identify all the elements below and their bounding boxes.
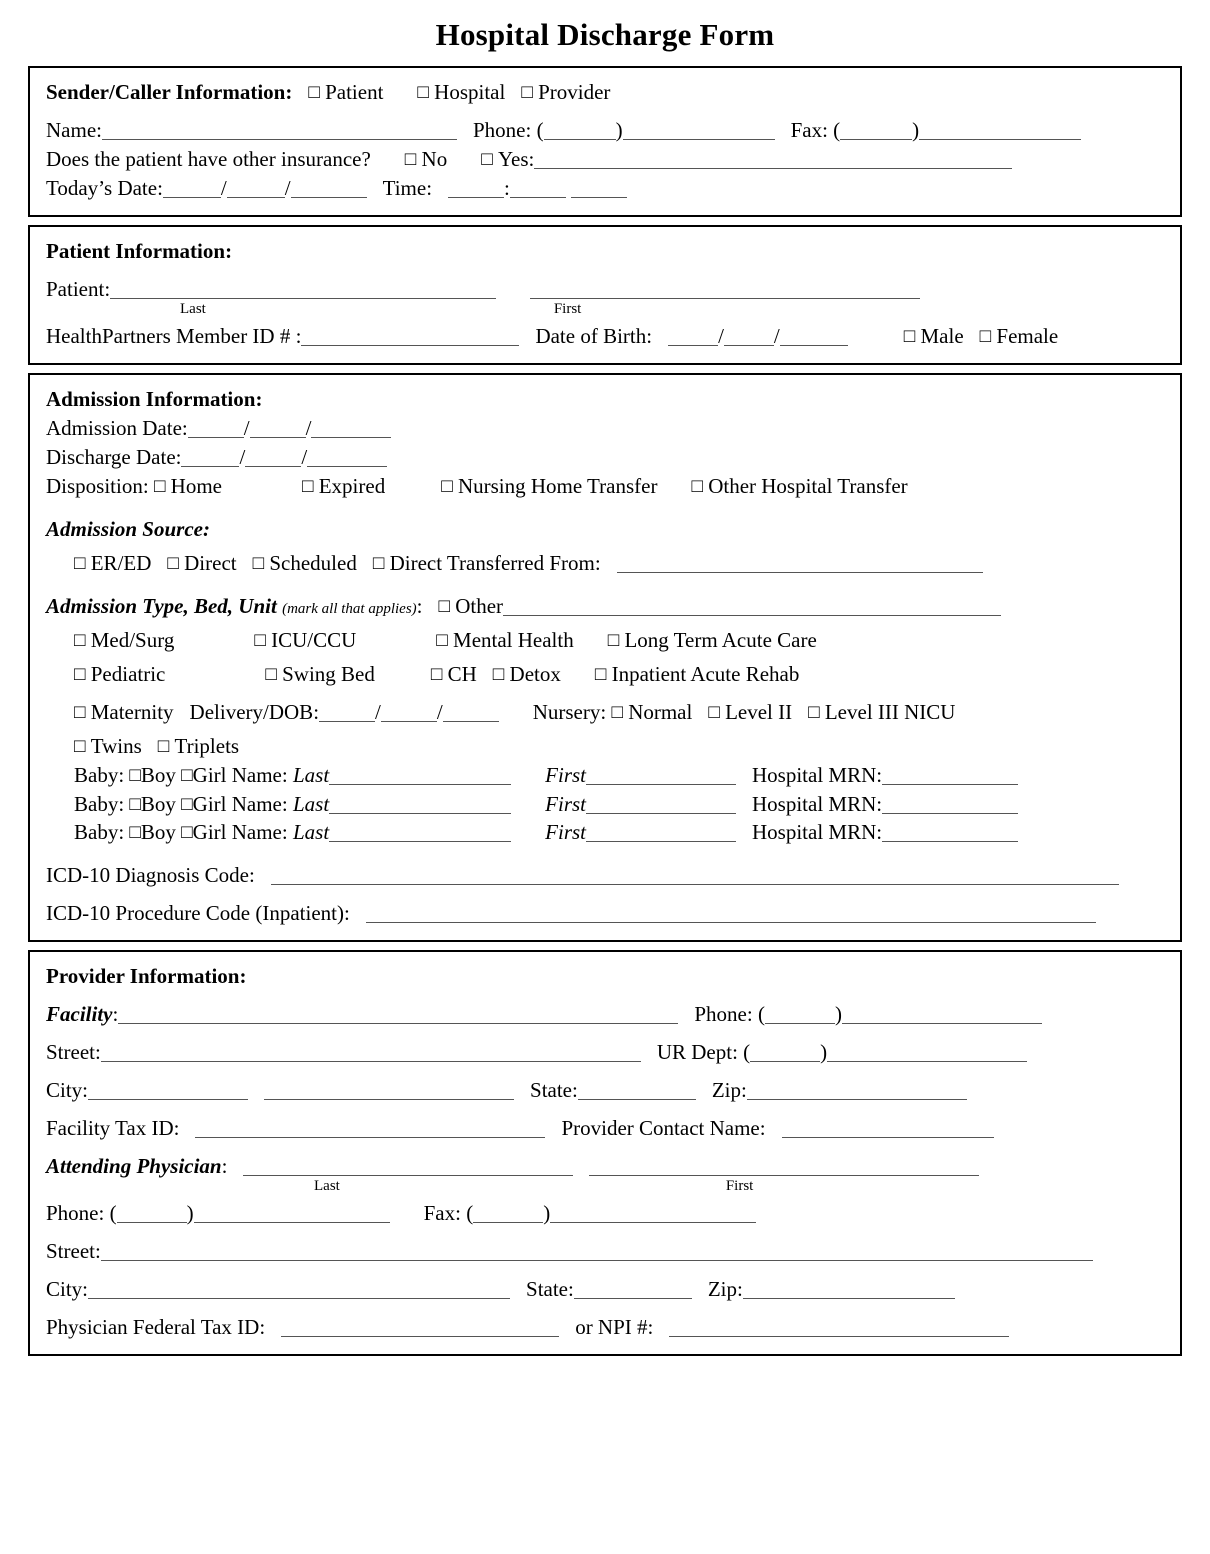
admission-type-heading-row [46,592,1164,621]
date-slash-1: / [220,176,227,200]
del-slash-1: / [375,699,381,724]
input-attending-phone-area[interactable] [117,1207,187,1223]
section-admission-information [28,373,1182,943]
input-insurance-yes-detail[interactable] [534,153,1012,169]
label-sender-fax: Fax: [790,118,828,143]
input-todays-date-day[interactable] [227,182,285,198]
checkbox-sender-patient[interactable]: □ [308,82,320,104]
physician-tax-npi-row [46,1313,1164,1342]
admission-type-note: (mark all that applies) [282,600,417,617]
label-baby-2-name: Name: [231,791,288,816]
input-attending-state[interactable] [574,1283,692,1299]
phone-paren-open: ( [536,118,544,143]
table-row [46,761,1164,790]
input-sender-phone-area[interactable] [544,124,616,140]
label-patient: Patient: [46,276,111,301]
input-todays-date-year[interactable] [291,182,367,198]
label-type-pediatric: Pediatric [90,661,166,686]
input-attending-street[interactable] [101,1245,1093,1261]
label-attending-city: City: [46,1277,89,1302]
attending-phone-fax-row [46,1199,1164,1228]
section-patient-information [28,225,1182,365]
label-disposition: Disposition: [46,473,149,498]
label-maternity: Maternity [90,699,174,724]
input-provider-contact-name[interactable] [782,1122,994,1138]
sender-date-time-row [46,174,1164,203]
page-title: Hospital Discharge Form [435,17,775,52]
label-sender-phone: Phone: [472,118,532,143]
checkbox-type-med-surg[interactable]: □ [74,629,86,651]
checkbox-sender-hospital[interactable]: □ [417,82,429,104]
checkbox-disposition-home[interactable]: □ [153,475,166,497]
label-nursery-normal: Normal [628,699,693,724]
provider-heading-colon: : [239,964,247,989]
label-sender-name: Name: [46,118,102,143]
label-baby-2-boy: Boy [140,791,176,816]
caption-attending-first: First [725,1178,754,1195]
admission-type-row-2 [46,660,1164,689]
sender-heading-colon: : [285,80,293,105]
input-baby-1-last[interactable] [329,769,511,785]
input-dob-day[interactable] [724,330,774,346]
input-facility-zip[interactable] [747,1084,967,1100]
checkbox-nursery-level-iii-nicu[interactable]: □ [808,701,820,723]
label-attending-fax: Fax: [423,1201,461,1226]
checkbox-type-other[interactable]: □ [438,595,450,617]
attending-city-state-zip-row [46,1275,1164,1304]
label-baby-3-boy: Boy [140,820,176,845]
input-time-minute[interactable] [510,182,566,198]
admission-source-options-row [46,549,1164,578]
patient-id-dob-row [46,322,1164,351]
checkbox-sender-provider[interactable]: □ [521,82,533,104]
input-delivery-day[interactable] [381,706,437,722]
input-icd-diagnosis[interactable] [271,869,1119,885]
checkbox-baby-1-boy[interactable]: □ [129,764,141,786]
checkbox-baby-1-girl[interactable]: □ [181,764,193,786]
input-sender-fax-number[interactable] [919,124,1081,140]
input-discharge-date-month[interactable] [181,451,239,467]
input-admission-date-day[interactable] [250,422,306,438]
label-facility-tax-id: Facility Tax ID: [46,1116,180,1141]
section-sender-caller-information [28,66,1182,217]
caption-patient-first: First [553,300,582,317]
dis-slash-2: / [301,444,308,469]
label-facility-state: State: [530,1078,578,1103]
provider-heading-row [46,962,1164,991]
input-attending-fax-area[interactable] [473,1207,543,1223]
label-baby-1-girl: Girl [192,762,227,787]
label-baby-3-mrn: Hospital MRN: [752,820,883,845]
multiples-row [46,732,1164,761]
checkbox-maternity[interactable]: □ [74,701,86,723]
adm-slash-2: / [305,415,312,440]
attending-physician-row [46,1152,1164,1181]
checkbox-type-swing-bed[interactable]: □ [265,663,277,685]
label-todays-date: Today’s Date: [46,176,163,200]
label-triplets: Triplets [174,733,240,758]
caption-baby-3-last: Last [292,820,330,845]
label-icd-procedure: ICD-10 Procedure Code (Inpatient): [46,901,350,926]
label-attending-phone: Phone: [46,1201,105,1226]
input-sender-name[interactable] [102,124,457,140]
input-facility-street[interactable] [101,1046,641,1062]
label-baby-2: Baby: [74,791,125,816]
label-date-of-birth: Date of Birth: [535,323,653,348]
admission-type-row-1 [46,626,1164,655]
provider-heading: Provider Information [46,964,240,989]
caption-baby-2-first: First [545,791,586,816]
patient-heading-colon: : [225,238,233,263]
label-type-mental-health: Mental Health [453,627,574,652]
label-baby-3-name: Name: [231,820,288,845]
label-nursery-level-iii-nicu: Level III NICU [824,699,956,724]
checkbox-source-scheduled[interactable]: □ [252,552,265,574]
caption-baby-2-last: Last [292,791,330,816]
checkbox-disposition-expired[interactable]: □ [302,475,314,497]
checkbox-disposition-nursing-home-transfer[interactable]: □ [441,475,453,497]
checkbox-insurance-no[interactable]: □ [404,149,417,171]
label-baby-3-girl: Girl [192,820,227,845]
ur-paren-close: ) [820,1040,828,1065]
phone-paren-close: ) [615,118,623,143]
facility-phone-paren-close: ) [834,1002,842,1027]
label-baby-2-girl: Girl [192,791,227,816]
input-attending-zip[interactable] [743,1283,955,1299]
label-attending-state: State: [526,1277,574,1302]
att-phone-paren-close: ) [186,1201,194,1226]
checkbox-source-direct-transferred[interactable]: □ [372,552,385,574]
label-baby-1-name: Name: [231,762,288,787]
sender-heading: Sender/Caller Information [46,80,286,105]
input-attending-fax-number[interactable] [550,1207,756,1223]
checkbox-baby-3-girl[interactable]: □ [181,822,193,844]
input-admission-date-month[interactable] [188,422,244,438]
ur-paren-open: ( [743,1040,751,1065]
label-sex-male: Male [920,323,964,348]
input-baby-2-mrn[interactable] [882,798,1018,814]
provider-street-ur-row [46,1038,1164,1067]
checkbox-twins[interactable]: □ [74,735,86,757]
label-sender-provider: Provider [538,80,611,105]
input-baby-3-mrn[interactable] [882,826,1018,842]
label-source-direct-transferred: Direct Transferred From: [389,550,601,575]
input-attending-phone-number[interactable] [194,1207,390,1223]
provider-facility-row [46,1000,1164,1029]
section-provider-information [28,950,1182,1356]
input-facility-phone-area[interactable] [765,1008,835,1024]
label-physician-tax-id: Physician Federal Tax ID: [46,1315,266,1340]
checkbox-baby-2-boy[interactable]: □ [129,793,141,815]
dob-slash-2: / [773,323,780,348]
label-attending-street: Street: [46,1239,101,1264]
icd-procedure-row [46,899,1164,928]
input-time-hour[interactable] [448,182,504,198]
input-attending-last[interactable] [243,1160,573,1176]
input-facility-state[interactable] [578,1084,696,1100]
label-source-scheduled: Scheduled [269,550,357,575]
label-source-er-ed: ER/ED [90,550,152,575]
attending-street-row [46,1237,1164,1266]
label-baby-1: Baby: [74,762,125,787]
checkbox-type-icu-ccu[interactable]: □ [254,629,266,651]
admission-type-heading: Admission Type, Bed, Unit [46,593,277,618]
sender-name-phone-fax-row [46,116,1164,145]
label-nursery-level-ii: Level II [725,699,793,724]
caption-baby-1-first: First [545,762,586,787]
input-sender-fax-area[interactable] [840,124,912,140]
checkbox-triplets[interactable]: □ [157,735,170,757]
caption-baby-1-last: Last [292,762,330,787]
label-type-detox: Detox [509,661,561,686]
checkbox-type-ch[interactable]: □ [430,663,443,685]
admission-source-heading-row [46,515,1164,544]
label-disposition-nursing-home-transfer: Nursing Home Transfer [457,473,658,498]
input-baby-3-last[interactable] [329,826,511,842]
checkbox-type-inpatient-acute-rehab[interactable]: □ [594,663,607,685]
disposition-row [46,472,1164,501]
label-type-long-term-acute-care: Long Term Acute Care [624,627,817,652]
input-discharge-date-day[interactable] [245,451,301,467]
label-time: Time: [382,176,433,200]
patient-heading-row [46,237,1164,266]
caption-baby-3-first: First [545,820,586,845]
discharge-form-page [0,18,1210,1554]
input-patient-last[interactable] [110,283,496,299]
input-baby-3-first[interactable] [586,826,736,842]
label-facility-colon: : [112,1002,119,1027]
label-provider-contact-name: Provider Contact Name: [561,1116,766,1141]
att-fax-paren-open: ( [466,1201,474,1226]
label-admission-date: Admission Date: [46,415,188,440]
caption-attending-last: Last [314,1178,340,1195]
caption-patient-last: Last [180,300,206,317]
checkbox-nursery-normal[interactable]: □ [611,701,623,723]
label-attending-colon: : [221,1154,228,1179]
label-facility-phone: Phone: [694,1002,753,1027]
input-icd-procedure[interactable] [366,907,1096,923]
label-baby-2-mrn: Hospital MRN: [752,791,883,816]
label-type-med-surg: Med/Surg [90,627,175,652]
label-facility-zip: Zip: [711,1078,747,1103]
label-type-swing-bed: Swing Bed [282,661,375,686]
checkbox-source-er-ed[interactable]: □ [74,552,86,574]
att-fax-paren-close: ) [543,1201,551,1226]
input-baby-1-mrn[interactable] [882,769,1018,785]
label-type-inpatient-acute-rehab: Inpatient Acute Rehab [611,661,800,686]
label-insurance-question: Does the patient have other insurance? [46,147,371,172]
input-dob-month[interactable] [668,330,718,346]
provider-tax-contact-row [46,1114,1164,1143]
patient-heading: Patient Information [46,238,226,263]
checkbox-type-mental-health[interactable]: □ [436,629,448,651]
input-npi-number[interactable] [669,1321,1009,1337]
label-attending-zip: Zip: [707,1277,743,1302]
label-baby-3: Baby: [74,820,125,845]
label-source-direct: Direct [184,550,237,575]
patient-name-captions [46,302,1164,317]
input-admission-date-year[interactable] [311,422,391,438]
label-icd-diagnosis: ICD-10 Diagnosis Code: [46,863,255,888]
icd-diagnosis-row [46,861,1164,890]
input-facility-city-2[interactable] [264,1084,514,1100]
checkbox-disposition-other-hospital-transfer[interactable]: □ [691,475,703,497]
checkbox-type-pediatric[interactable]: □ [74,663,86,685]
checkbox-sex-male[interactable]: □ [903,325,916,347]
label-type-ch: CH [447,661,477,686]
checkbox-sex-female[interactable]: □ [979,325,992,347]
label-type-other: Other [455,593,504,618]
attending-name-captions [46,1179,1164,1194]
label-disposition-home: Home [170,473,222,498]
att-phone-paren-open: ( [109,1201,117,1226]
label-disposition-expired: Expired [318,473,386,498]
admission-date-row [46,414,1164,443]
fax-paren-open: ( [833,118,841,143]
label-insurance-yes: Yes: [497,147,535,172]
dis-slash-1: / [239,444,246,469]
time-colon: : [504,176,510,200]
checkbox-type-detox[interactable]: □ [492,663,505,685]
input-sender-phone-number[interactable] [623,124,775,140]
date-slash-2: / [284,176,291,200]
input-todays-date-month[interactable] [163,182,221,198]
input-baby-1-first[interactable] [586,769,736,785]
input-time-meridiem[interactable] [571,182,627,198]
label-sex-female: Female [996,323,1059,348]
input-ur-dept-area[interactable] [750,1046,820,1062]
label-type-icu-ccu: ICU/CCU [271,627,357,652]
input-facility-phone-number[interactable] [842,1008,1042,1024]
dob-slash-1: / [718,323,724,348]
input-delivery-year[interactable] [443,706,499,722]
label-sender-hospital: Hospital [434,80,506,105]
label-baby-1-boy: Boy [140,762,176,787]
input-facility-city[interactable] [88,1084,248,1100]
facility-phone-paren-open: ( [757,1002,765,1027]
label-facility-city: City: [46,1078,89,1103]
input-facility-name[interactable] [118,1008,678,1024]
input-discharge-date-year[interactable] [307,451,387,467]
admission-source-heading: Admission Source: [46,516,210,541]
checkbox-baby-2-girl[interactable]: □ [181,793,193,815]
label-insurance-no: No [421,147,448,172]
table-row [46,818,1164,847]
admission-type-note-colon: : [416,593,423,618]
patient-name-row [46,275,1164,304]
input-dob-year[interactable] [780,330,848,346]
label-sender-patient: Patient [325,80,384,105]
input-ur-dept-number[interactable] [827,1046,1027,1062]
label-facility-street: Street: [46,1040,101,1065]
adm-slash-1: / [243,415,250,440]
input-facility-tax-id[interactable] [195,1122,545,1138]
label-delivery-dob: Delivery/DOB: [189,699,320,724]
maternity-row [46,698,1164,727]
sender-heading-row [46,78,1164,107]
input-direct-transferred-from[interactable] [617,557,983,573]
admission-heading-row [46,385,1164,414]
discharge-date-row [46,443,1164,472]
fax-paren-close: ) [912,118,920,143]
label-discharge-date: Discharge Date: [46,444,182,469]
checkbox-nursery-level-ii[interactable]: □ [708,701,720,723]
admission-heading-colon: : [255,386,263,411]
label-or-npi: or NPI #: [575,1315,654,1340]
input-baby-2-last[interactable] [329,798,511,814]
label-disposition-other-hospital-transfer: Other Hospital Transfer [708,473,908,498]
sender-insurance-row [46,145,1164,174]
input-baby-2-first[interactable] [586,798,736,814]
label-baby-1-mrn: Hospital MRN: [752,762,883,787]
label-twins: Twins [90,733,142,758]
checkbox-insurance-yes[interactable]: □ [481,149,493,171]
label-nursery: Nursery: [532,699,607,724]
label-ur-dept: UR Dept: [656,1040,738,1065]
admission-heading: Admission Information [46,386,256,411]
label-facility: Facility [46,1002,113,1027]
checkbox-source-direct[interactable]: □ [167,552,179,574]
input-type-other[interactable] [503,600,1001,616]
input-attending-city[interactable] [88,1283,510,1299]
label-attending-physician: Attending Physician [46,1154,222,1179]
input-attending-first[interactable] [589,1160,979,1176]
label-member-id: HealthPartners Member ID # : [46,323,302,348]
checkbox-type-long-term-acute-care[interactable]: □ [607,629,620,651]
input-delivery-month[interactable] [319,706,375,722]
table-row [46,790,1164,819]
input-patient-first[interactable] [530,283,920,299]
input-member-id[interactable] [301,330,519,346]
checkbox-baby-3-boy[interactable]: □ [129,822,141,844]
input-physician-tax-id[interactable] [281,1321,559,1337]
provider-city-state-zip-row [46,1076,1164,1105]
del-slash-2: / [436,699,443,724]
